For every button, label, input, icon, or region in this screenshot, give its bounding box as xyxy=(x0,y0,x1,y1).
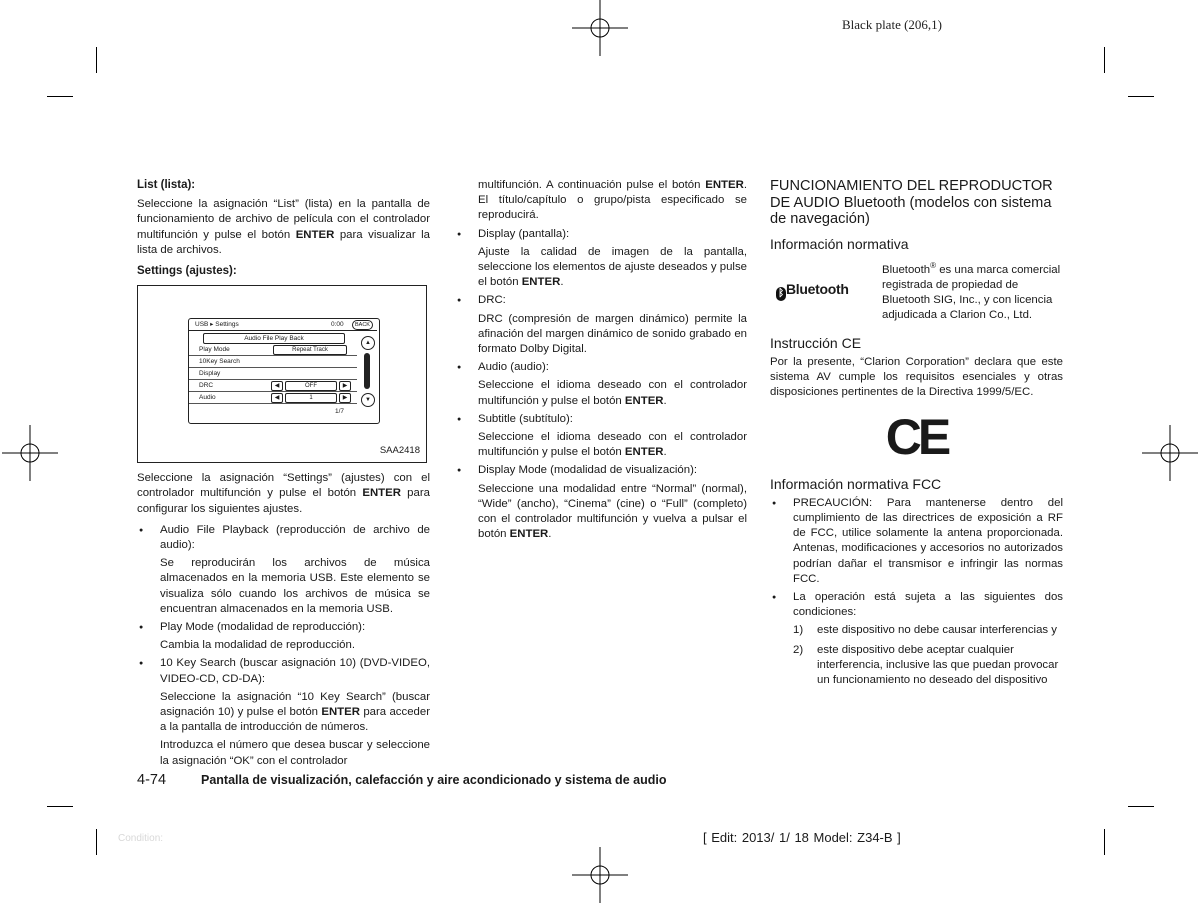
screen-back-button: BACK xyxy=(352,320,373,330)
registration-mark-icon xyxy=(2,425,58,481)
screen-row-display: Display xyxy=(189,368,357,380)
registration-mark-icon xyxy=(572,847,628,903)
list-heading: List (lista): xyxy=(137,179,196,191)
fcc-heading: Información normativa FCC xyxy=(770,475,942,492)
crop-mark xyxy=(1104,47,1105,73)
settings-paragraph: Seleccione la asignación “Settings” (ajustes) con el controlador multifunción y pulse el botón ENTER para configurar los siguientes ajustes. xyxy=(137,472,430,515)
chapter-title: Pantalla de visualización, calefacción y aire acondicionado y sistema de audio xyxy=(201,773,667,787)
list-item: ● Audio File Playback (reproducción de archivo de audio): Se reproducirán los archivos de música almacenados en la memoria USB. Este elemento se visualiza sólo cuando los archivos de música se encuentran almacenados en la memoria USB. xyxy=(137,523,430,617)
crop-mark xyxy=(1128,806,1154,807)
list-paragraph: Seleccione la asignación “List” (lista) en la pantalla de funcionamiento de archivo de película con el controlador multifunción y pulse el botón ENTER para visualizar la lista de archivos. xyxy=(137,198,430,256)
bluetooth-block xyxy=(770,256,1063,330)
ce-paragraph: Por la presente, “Clarion Corporation” declara que este sistema AV cumple los requisitos esenciales y otras disposiciones pertinentes de la Directiva 1999/5/EC. xyxy=(770,355,1063,399)
condition-label: Condition: xyxy=(118,833,164,844)
list-item: ● Display (pantalla): Ajuste la calidad de imagen de la pantalla, seleccione los elementos de ajuste deseados y pulse el botón ENTER. xyxy=(455,227,747,291)
edit-info: [ Edit: 2013/ 1/ 18 Model: Z34-B ] xyxy=(703,830,901,845)
info-heading: Información normativa xyxy=(770,235,909,252)
screen-row-audio: Audio ◀ 1 ▶ xyxy=(189,392,357,404)
list-item: ● 10 Key Search (buscar asignación 10) (DVD-VIDEO, VIDEO-CD, CD-DA): Seleccione la asignación “10 Key Search” (buscar asignación 10) y pulse el botón ENTER para acceder a la pantalla de introducción de números. Introduzca el número que desea buscar y seleccione la asignación “OK” con el controlador xyxy=(137,656,430,768)
list-item: 1) este dispositivo no debe causar interferencias y xyxy=(793,624,1057,637)
fcc-bullet-list xyxy=(770,496,1063,688)
list-item: ● DRC: DRC (compresión de margen dinámico) permite la afinación del margen dinámico de sonido grabado en formato Dolby Digital. xyxy=(455,293,747,357)
crop-mark xyxy=(1104,829,1105,855)
screen-row-drc: DRC ◀ OFF ▶ xyxy=(189,380,357,392)
list-item: ● Audio (audio): Seleccione el idioma deseado con el controlador multifunción y pulse el botón ENTER. xyxy=(455,360,747,409)
crop-mark xyxy=(47,806,73,807)
screen-breadcrumb: USB ▸ Settings xyxy=(195,321,239,329)
screen-banner: Audio File Play Back xyxy=(203,333,345,344)
ce-heading: Instrucción CE xyxy=(770,334,862,351)
crop-mark xyxy=(1128,96,1154,97)
left-arrow-icon: ◀ xyxy=(271,393,283,403)
conditions-list xyxy=(793,623,1063,688)
page-number: 4-74 xyxy=(137,772,167,788)
list-item: ● Subtitle (subtítulo): Seleccione el idioma deseado con el controlador multifunción y pulse el botón ENTER. xyxy=(455,412,747,461)
column-3 xyxy=(770,178,1063,692)
column-1 xyxy=(137,178,430,772)
scroll-bar xyxy=(364,353,370,389)
settings-bullet-list xyxy=(137,523,430,769)
list-item: ● La operación está sujeta a las siguientes dos condiciones: 1) este dispositivo no debe causar interferencias y 2) este dispositivo debe aceptar cualquier interferencia, inclusive las que puedan provocar un funcionamiento no deseado del dispositivo xyxy=(770,590,1063,688)
plate-label: Black plate (206,1) xyxy=(842,17,942,32)
registration-mark-icon xyxy=(1142,425,1198,481)
list-item: ● Display Mode (modalidad de visualización): Seleccione una modalidad entre “Normal” (normal), “Wide” (ancho), “Cinema” (cine) o “Full” (completo) con el controlador multifunción y vuelva a pulsar el botón ENTER. xyxy=(455,463,747,542)
screen-row-10key: 10Key Search xyxy=(189,356,357,368)
bluetooth-text: Bluetooth® es una marca comercial registrada de propiedad de Bluetooth SIG, Inc., y con licencia adjudicada a Clarion Co., Ltd. xyxy=(882,260,1061,322)
scroll-up-icon: ▲ xyxy=(361,336,375,350)
right-arrow-icon: ▶ xyxy=(339,393,351,403)
settings-bullet-list-2 xyxy=(455,227,747,543)
screen-display xyxy=(188,318,380,424)
registration-mark-icon xyxy=(572,0,628,56)
screen-divider xyxy=(189,330,377,331)
left-arrow-icon: ◀ xyxy=(271,381,283,391)
ce-mark-icon: CE xyxy=(885,408,948,465)
right-arrow-icon: ▶ xyxy=(339,381,351,391)
bluetooth-logo: ᛒ Bluetooth xyxy=(776,282,849,301)
list-item: 2) este dispositivo debe aceptar cualquier interferencia, inclusive las que puedan provocar un funcionamiento no deseado del dispositivo xyxy=(793,643,1059,686)
screen-row-play-mode: Play Mode Repeat Track xyxy=(189,344,357,356)
continued-paragraph: multifunción. A continuación pulse el botón ENTER. El título/capítulo o grupo/pista especificado se reproducirá. xyxy=(478,179,747,222)
crop-mark xyxy=(47,96,73,97)
settings-screen-figure xyxy=(137,285,427,463)
figure-code: SAA2418 xyxy=(379,445,420,457)
crop-mark xyxy=(96,47,97,73)
crop-mark xyxy=(96,829,97,855)
screen-time: 0:00 xyxy=(331,321,344,329)
bluetooth-icon: ᛒ xyxy=(776,287,786,301)
column-2 xyxy=(455,178,747,545)
settings-heading: Settings (ajustes): xyxy=(137,265,237,278)
section-title: FUNCIONAMIENTO DEL REPRODUCTOR DE AUDIO Bluetooth (modelos con sistema de navegación) xyxy=(770,178,1053,227)
scroll-down-icon: ▼ xyxy=(361,393,375,407)
screen-page: 1/7 xyxy=(335,408,345,416)
list-item: ● Play Mode (modalidad de reproducción): Cambia la modalidad de reproducción. xyxy=(137,620,430,653)
list-item: ● PRECAUCIÓN: Para mantenerse dentro del cumplimiento de las directrices de exposición a RF de FCC, utilice solamente la antena proporcionada. Antenas, modificaciones y accesorios no autorizados podrían dañar el transmisor e infringir las normas FCC. xyxy=(770,496,1063,587)
